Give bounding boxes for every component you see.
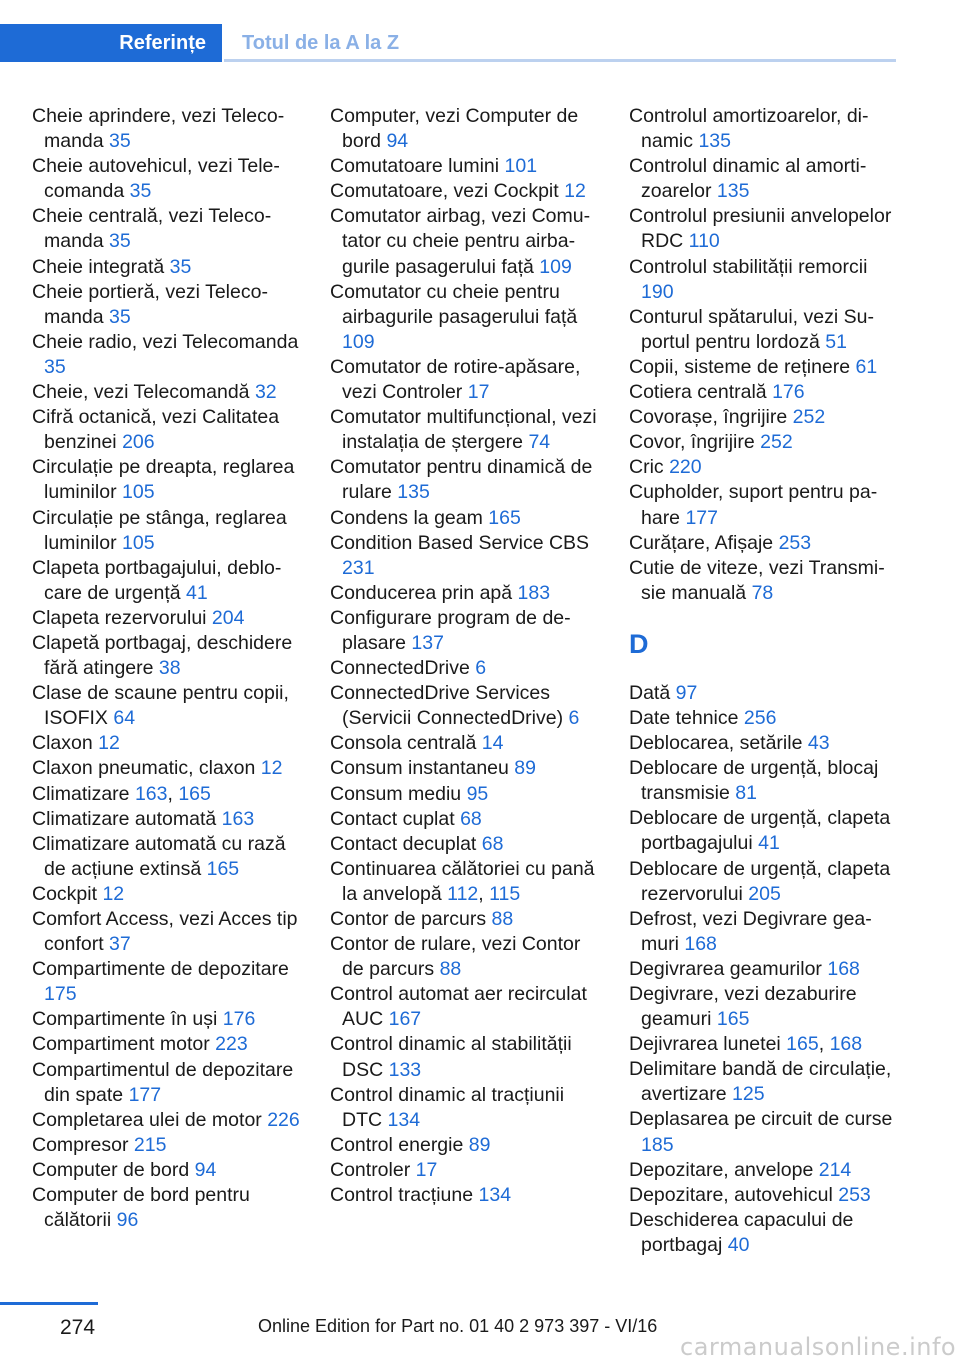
page-reference-link[interactable]: 89 [468, 1133, 491, 1156]
index-entry [629, 305, 901, 355]
index-entry [32, 832, 302, 882]
index-entry-term: Degivrarea geamurilor [629, 957, 828, 980]
tab-references[interactable]: Referințe [0, 24, 222, 62]
index-entry-term: Defrost, vezi Degivrare geamuri [629, 907, 872, 955]
index-entry-term: Comutator pentru dinamică de rulare [330, 456, 593, 504]
index-entry-term: Conducerea prin apă [330, 581, 518, 604]
page-reference-link[interactable]: 88 [491, 908, 514, 930]
page-reference-link[interactable]: 6 [475, 657, 487, 680]
index-entry-term: Depozitare, autovehicul [629, 1183, 839, 1206]
page-reference-link[interactable]: 115 [489, 882, 521, 905]
index-entry-term: Controlul stabilității remorcii [629, 255, 868, 278]
index-entry [629, 731, 901, 756]
index-entry-term: Cutie de viteze, vezi Transmisie manuală [629, 556, 885, 604]
index-entry-term: Controler [330, 1158, 416, 1181]
index-entry [629, 857, 901, 907]
index-entry [32, 1133, 302, 1158]
index-entry-term: Cotiera centrală [629, 381, 773, 404]
index-entry-term: Cheie autovehicul, vezi Telecomanda [32, 155, 280, 203]
index-entry-term: Delimitare bandă de circulație, avertizare [629, 1058, 892, 1106]
index-entry [32, 1158, 302, 1183]
page-reference-link[interactable]: 204 [211, 606, 245, 629]
page-reference-link[interactable]: 35 [109, 130, 131, 153]
index-entry: Dejivrarea lunetei 165, 168 [629, 1033, 863, 1056]
page-reference-link[interactable]: 51 [825, 330, 847, 353]
page-reference-link[interactable]: 165 [206, 857, 240, 880]
page-reference-link[interactable]: 177 [128, 1083, 162, 1106]
index-entry [330, 1032, 600, 1082]
index-entry-term: Control dinamic al tracțiunii DTC [330, 1083, 565, 1131]
index-entry [629, 104, 901, 154]
index-entry [330, 681, 600, 731]
index-entry-term: Contor de rulare, vezi Contor de parcurs [330, 933, 581, 981]
index-entry [629, 957, 901, 982]
page-reference-link[interactable]: 133 [388, 1058, 422, 1081]
index-entry [330, 179, 600, 204]
index-entry-term: Control energie [330, 1133, 469, 1156]
page-reference-link[interactable]: 35 [109, 230, 131, 253]
page-reference-link[interactable]: 206 [122, 431, 155, 454]
index-entry [629, 455, 901, 480]
index-entry [32, 255, 302, 280]
page-reference-link[interactable]: 68 [460, 807, 482, 830]
index-entry-term: Climatizare automată cu rază de acțiune extinsă [32, 832, 286, 880]
page-reference-link[interactable]: 163 [221, 807, 255, 830]
page-reference-link[interactable]: 134 [478, 1184, 512, 1207]
page-reference-link[interactable]: 95 [466, 782, 489, 805]
index-entry [330, 731, 600, 756]
page-reference-link[interactable]: 190 [641, 280, 674, 303]
index-entry [629, 405, 901, 430]
index-entry-term: Climatizare automată [32, 807, 222, 830]
index-entry [330, 204, 600, 279]
index-entry [32, 455, 302, 505]
page-reference-link[interactable]: 35 [44, 355, 66, 378]
page-reference-link[interactable]: 35 [169, 255, 192, 278]
page-reference-link[interactable]: 167 [388, 1008, 422, 1031]
page-reference-link[interactable]: 6 [568, 707, 580, 730]
index-entry-term: Control tracțiune [330, 1184, 479, 1207]
index-entry [629, 154, 901, 204]
index-entry [32, 104, 302, 154]
index-entry [629, 531, 901, 556]
page-reference-link[interactable]: 125 [732, 1083, 765, 1106]
page-number: 274 [60, 1316, 96, 1339]
index-entry-term: Cheie aprindere, vezi Telecomanda [32, 105, 285, 153]
index-entry-term: Clase de scaune pentru copii, ISOFIX [32, 682, 289, 730]
index-entry [629, 255, 901, 305]
index-entry [330, 907, 600, 932]
index-entry-term: Degivrare, vezi dezaburire geamuri [629, 983, 857, 1031]
index-entry-term: Dejivrarea lunetei [629, 1033, 787, 1056]
index-entry-term: Consum instantaneu [330, 757, 515, 780]
index-entry [629, 430, 901, 455]
index-entry-term: Cheie centrală, vezi Telecomanda [32, 205, 272, 253]
index-entry [32, 154, 302, 204]
index-entry [32, 506, 302, 556]
page-reference-link[interactable]: 96 [116, 1209, 139, 1232]
index-entry [629, 204, 901, 254]
page-reference-link[interactable]: 40 [727, 1233, 750, 1256]
index-entry-term: Configurare program de deplasare [330, 606, 571, 654]
page-reference-link[interactable]: 168 [829, 1033, 863, 1056]
index-entry [629, 380, 901, 405]
index-entry-term: Cric [629, 456, 670, 479]
index-entry-term: Deblocare de urgență, clapeta rezervorului [629, 857, 891, 905]
index-entry-term: Cheie integrată [32, 255, 170, 278]
page-reference-link[interactable]: 109 [539, 255, 572, 278]
index-entry [32, 1032, 302, 1057]
page-reference-link[interactable]: 214 [818, 1158, 852, 1181]
index-entry [629, 1158, 901, 1183]
index-entry-term: Control dinamic al stabilității DSC [330, 1033, 572, 1081]
index-entry-term: Deblocarea, setările [629, 732, 808, 755]
index-entry [629, 355, 901, 380]
index-entry-term: Compartimente de depozitare [32, 958, 289, 981]
index-entry-term: Clapeta portbagajului, deblocare de urgență [32, 556, 282, 604]
index-entry [330, 756, 600, 781]
index-entry-term: Controlul dinamic al amortizoarelor [629, 155, 867, 203]
page-reference-link[interactable]: 101 [504, 155, 538, 178]
index-entry [330, 581, 600, 606]
page-reference-link[interactable]: 12 [98, 732, 120, 755]
index-entry-term: Claxon pneumatic, claxon [32, 757, 261, 780]
index-entry [32, 882, 302, 907]
index-entry-term: Comutator multifuncțional, vezi instalația de ștergere [330, 406, 597, 454]
index-entry-term: Deschiderea capacului de portbagaj [629, 1208, 854, 1256]
index-entry [330, 1158, 600, 1183]
index-column-2 [330, 104, 600, 1208]
index-entry-term: Comutatoare lumini [330, 155, 505, 178]
index-entry-term: Control automat aer recirculat AUC [330, 983, 587, 1031]
header-divider [224, 59, 896, 62]
page-reference-link[interactable]: 61 [855, 355, 878, 378]
page-reference-link[interactable]: 175 [44, 983, 77, 1006]
index-entry-term: Claxon [32, 732, 99, 755]
page-reference-link[interactable]: 168 [827, 957, 860, 980]
index-entry [32, 807, 302, 832]
page-reference-link[interactable]: 252 [760, 431, 793, 454]
index-entry [330, 782, 600, 807]
page-reference-link[interactable]: 105 [122, 481, 155, 504]
index-entry-term: ConnectedDrive [330, 657, 476, 680]
index-entry [32, 606, 302, 631]
page-reference-link[interactable]: 253 [778, 531, 812, 554]
page-reference-link[interactable]: 12 [260, 757, 283, 780]
index-entry [629, 556, 901, 606]
index-entry [32, 330, 302, 380]
index-entry-term: Deplasarea pe circuit de curse [629, 1108, 893, 1131]
index-entry [330, 154, 600, 179]
page-reference-link[interactable]: 105 [122, 531, 155, 554]
index-entry [32, 1108, 302, 1133]
index-entry-term: Copii, sisteme de reținere [629, 355, 856, 378]
index-entry-term: Conturul spătarului, vezi Suportul pentru lordoză [629, 305, 874, 353]
index-entry-term: Dată [629, 681, 676, 704]
index-entry-term: Clapeta rezervorului [32, 606, 212, 629]
index-entry [629, 907, 901, 957]
index-entry [629, 1183, 901, 1208]
page-reference-link[interactable]: 12 [102, 882, 125, 905]
page-reference-link[interactable]: 38 [158, 657, 181, 680]
index-column-1 [32, 104, 302, 1233]
index-entry [330, 531, 600, 581]
page-reference-link[interactable]: 223 [215, 1033, 248, 1056]
page-reference-link[interactable]: 135 [698, 130, 731, 153]
index-entry-term: Cheie, vezi Telecomandă [32, 381, 255, 404]
page-reference-link[interactable]: 68 [481, 832, 504, 855]
index-entry-term: Contor de parcurs [330, 908, 492, 930]
index-entry [330, 455, 600, 505]
index-entry [330, 1183, 600, 1208]
page-reference-link[interactable]: 165 [786, 1033, 819, 1056]
page-reference-link[interactable]: 135 [397, 481, 430, 504]
index-entry-term: Comutator de rotire-apăsare, vezi Controler [330, 355, 581, 404]
index-entry [32, 756, 302, 781]
index-entry [330, 832, 600, 857]
index-entry [32, 1007, 302, 1032]
index-entry-term: Continuarea călătoriei cu pană la anvelopă [330, 857, 595, 905]
index-entry-term: Comutator airbag, vezi Comutator cu cheie pentru airbagurile pasagerului față [330, 205, 591, 278]
index-entry-term: Deblocare de urgență, clapeta portbagajului [629, 807, 891, 855]
index-entry-term: Condens la geam [330, 506, 489, 529]
page-reference-link[interactable]: 43 [807, 732, 830, 755]
index-entry-term: Consum mediu [330, 782, 467, 805]
index-entry [330, 506, 600, 531]
index-entry-term: Cifră octanică, vezi Calitatea benzinei [32, 406, 280, 454]
page-reference-link[interactable]: 112 [447, 882, 479, 905]
index-entry-term: Contact cuplat [330, 807, 461, 830]
index-entry-term: Comfort Access, vezi Acces tip confort [32, 908, 298, 956]
page-reference-link[interactable]: 137 [411, 631, 444, 654]
index-entry [330, 1133, 600, 1158]
index-entry-term: Deblocare de urgență, blocaj transmisie [629, 757, 879, 805]
index-entry: Continuarea călătoriei cu pană la anvelopă 112, 115 [330, 857, 595, 905]
index-entry [32, 380, 302, 405]
index-entry-term: Consola centrală [330, 732, 482, 755]
index-entry [32, 1183, 302, 1233]
page-reference-link[interactable]: 64 [113, 707, 136, 730]
page-reference-link[interactable]: 220 [669, 456, 702, 479]
index-entry-term: Compartimentul de depozitare din spate [32, 1058, 294, 1106]
index-entry: Climatizare 163, 165 [32, 782, 211, 805]
page-reference-link[interactable]: 253 [838, 1183, 871, 1206]
section-letter: D [629, 628, 649, 659]
index-entry [330, 104, 600, 154]
page-reference-link[interactable]: 78 [751, 581, 774, 604]
page-reference-link[interactable]: 17 [467, 381, 490, 404]
index-entry [330, 355, 600, 405]
page-reference-link[interactable]: 163 [134, 782, 168, 805]
page-reference-link[interactable]: 176 [772, 381, 805, 404]
index-entry-term: Covorașe, îngrijire [629, 406, 793, 429]
page-reference-link[interactable]: 205 [748, 882, 781, 905]
index-entry [629, 756, 901, 806]
index-entry [32, 556, 302, 606]
page-reference-link[interactable]: 226 [267, 1108, 300, 1131]
page-reference-link[interactable]: 168 [684, 932, 717, 955]
page-reference-link[interactable]: 177 [685, 506, 718, 529]
page-reference-link[interactable]: 231 [342, 556, 375, 579]
page-reference-link[interactable]: 37 [109, 933, 131, 956]
page-reference-link[interactable]: 97 [675, 681, 698, 704]
index-entry [330, 656, 600, 681]
page-reference-link[interactable]: 12 [564, 180, 586, 203]
index-entry-term: Completarea ulei de motor [32, 1108, 268, 1131]
page-reference-link[interactable]: 14 [481, 732, 504, 755]
page-reference-link[interactable]: 109 [342, 330, 375, 353]
index-entry-term: Curățare, Afișaje [629, 531, 779, 554]
page-reference-link[interactable]: 183 [517, 581, 551, 604]
page-reference-link[interactable]: 74 [528, 431, 551, 454]
page-reference-link[interactable]: 32 [254, 381, 277, 404]
index-entry-term: Cheie portieră, vezi Telecomanda [32, 280, 268, 328]
index-entry-term: Circulație pe dreapta, reglarea luminilor [32, 456, 295, 504]
index-entry-term: Compartimente în uși [32, 1008, 223, 1031]
index-entry-term: Circulație pe stânga, reglarea luminilor [32, 506, 287, 554]
page-reference-link[interactable]: 94 [386, 130, 409, 153]
index-entry [32, 204, 302, 254]
page-reference-link[interactable]: 94 [194, 1158, 217, 1181]
index-entry [330, 807, 600, 832]
index-entry-term: Contact decuplat [330, 832, 482, 855]
index-entry [32, 731, 302, 756]
index-entry [330, 1083, 600, 1133]
page-reference-link[interactable]: 88 [439, 958, 462, 981]
index-entry-term: Depozitare, anvelope [629, 1158, 819, 1181]
edition-note: Online Edition for Part no. 01 40 2 973 397 - VI/16 [258, 1316, 658, 1336]
watermark: carmanualsonline.info [680, 1333, 957, 1361]
index-entry [32, 681, 302, 731]
index-entry [32, 280, 302, 330]
index-entry-term: Condition Based Service CBS [330, 531, 590, 554]
index-entry [330, 982, 600, 1032]
index-entry [629, 806, 901, 856]
index-entry [330, 280, 600, 355]
index-entry-term: Clapetă portbagaj, deschidere fără atingere [32, 631, 293, 680]
index-entry-term: Comutatoare, vezi Cockpit [330, 180, 565, 203]
index-entry [629, 681, 901, 706]
index-entry-term: Computer de bord pentru călătorii [32, 1184, 250, 1232]
page-reference-link[interactable]: 41 [758, 832, 780, 855]
index-entry-term: Computer de bord [32, 1158, 195, 1181]
index-entry-term: ConnectedDrive Services (Servicii ConnectedDrive) [330, 682, 569, 730]
index-entry [32, 405, 302, 455]
index-entry-term: Cupholder, suport pentru pahare [629, 481, 878, 529]
page-reference-link[interactable]: 89 [514, 757, 536, 780]
page-reference-link[interactable]: 110 [688, 230, 720, 253]
page-reference-link[interactable]: 135 [716, 180, 750, 203]
index-entry [32, 907, 302, 957]
page-reference-link[interactable]: 185 [641, 1133, 674, 1156]
index-entry-term: Date tehnice [629, 706, 744, 729]
index-entry [330, 405, 600, 455]
index-entry [32, 631, 302, 681]
page-reference-link[interactable]: 134 [387, 1108, 421, 1131]
index-entry [32, 957, 302, 1007]
page-reference-link[interactable]: 35 [129, 180, 152, 203]
page-reference-link[interactable]: 252 [792, 406, 826, 429]
page-reference-link[interactable]: 165 [716, 1008, 750, 1031]
index-entry-term: Compartiment motor [32, 1033, 216, 1056]
tab-a-to-z[interactable]: Totul de la A la Z [242, 31, 400, 54]
page-reference-link[interactable]: 165 [178, 782, 211, 805]
page-reference-link[interactable]: 165 [488, 506, 521, 529]
page-reference-link[interactable]: 176 [222, 1008, 256, 1031]
page-reference-link[interactable]: 256 [743, 706, 777, 729]
index-entry-term: Covor, îngrijire [629, 431, 761, 454]
footer-divider [0, 1302, 98, 1305]
index-entry-term: Compresor [32, 1133, 134, 1156]
index-entry [330, 932, 600, 982]
index-entry [629, 982, 901, 1032]
page-header [0, 0, 960, 62]
index-entry [629, 1057, 901, 1107]
index-entry [629, 480, 901, 530]
index-column-3 [629, 104, 901, 1258]
index-entry-term: Cockpit [32, 882, 103, 905]
page-reference-link[interactable]: 41 [186, 581, 208, 604]
index-entry-term: Controlul presiunii anvelopelor RDC [629, 205, 892, 253]
index-entry [32, 1058, 302, 1108]
index-entry-term: Computer, vezi Computer de bord [330, 105, 579, 153]
page-reference-link[interactable]: 17 [415, 1158, 438, 1181]
page-reference-link[interactable]: 81 [735, 782, 757, 805]
index-entry-term: Comutator cu cheie pentru airbagurile pasagerului față [330, 280, 578, 328]
index-entry-term: Climatizare [32, 782, 135, 805]
page-reference-link[interactable]: 215 [133, 1133, 167, 1156]
page-reference-link[interactable]: 35 [109, 305, 131, 328]
index-entry-term: Cheie radio, vezi Telecomanda [32, 330, 299, 353]
index-entry [629, 1208, 901, 1258]
index-entry [330, 606, 600, 656]
index-entry [629, 706, 901, 731]
index-entry [629, 1107, 901, 1157]
index-entry-term: Controlul amortizoarelor, dinamic [629, 105, 869, 153]
